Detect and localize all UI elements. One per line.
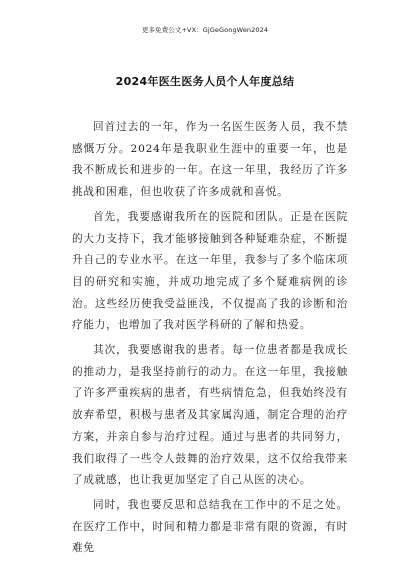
document-body [72, 117, 348, 563]
document-title: 2024年医生医务人员个人年度总结 [115, 75, 295, 88]
paragraph-intro: 回首过去的一年，作为一名医生医务人员，我不禁感慨万分。2024年是我职业生涯中的重要一年，也是我不断成长和进步的一年。在这一年里，我经历了许多挑战和困难，但也收获了许多成就和喜悦。 [72, 121, 348, 199]
header-note: 更多免费公文+VX：GjGeGongWen2024 [141, 26, 269, 34]
paragraph-reflection: 同时，我也要反思和总结我在工作中的不足之处。在医疗工作中，时间和精力都是非常有限的资源，有时难免 [72, 498, 348, 555]
paragraph-thanks-hospital: 首先，我要感谢我所在的医院和团队。正是在医院的大力支持下，我才能够接触到各种疑难杂症，不断提升自己的专业水平。在这一年里，我参与了多个临床项目的研究和实施，并成功地完成了多个疑难病例的诊治。这些经历使我受益匪浅，不仅提高了我的诊断和治疗能力，也增加了我对医学科研的了解和热爱。 [72, 210, 348, 332]
paragraph-thanks-patients: 其次，我要感谢我的患者。每一位患者都是我成长的推动力，是我坚持前行的动力。在这一年里，我接触了许多严重疾病的患者，有些病情危急，但我始终没有放弃希望，积极与患者及其家属沟通，制定合理的治疗方案，并亲自参与治疗过程。通过与患者的共同努力，我们取得了一些令人鼓舞的治疗效果，这不仅给我带来了成就感，也让我更加坚定了自己从医的决心。 [72, 344, 348, 487]
